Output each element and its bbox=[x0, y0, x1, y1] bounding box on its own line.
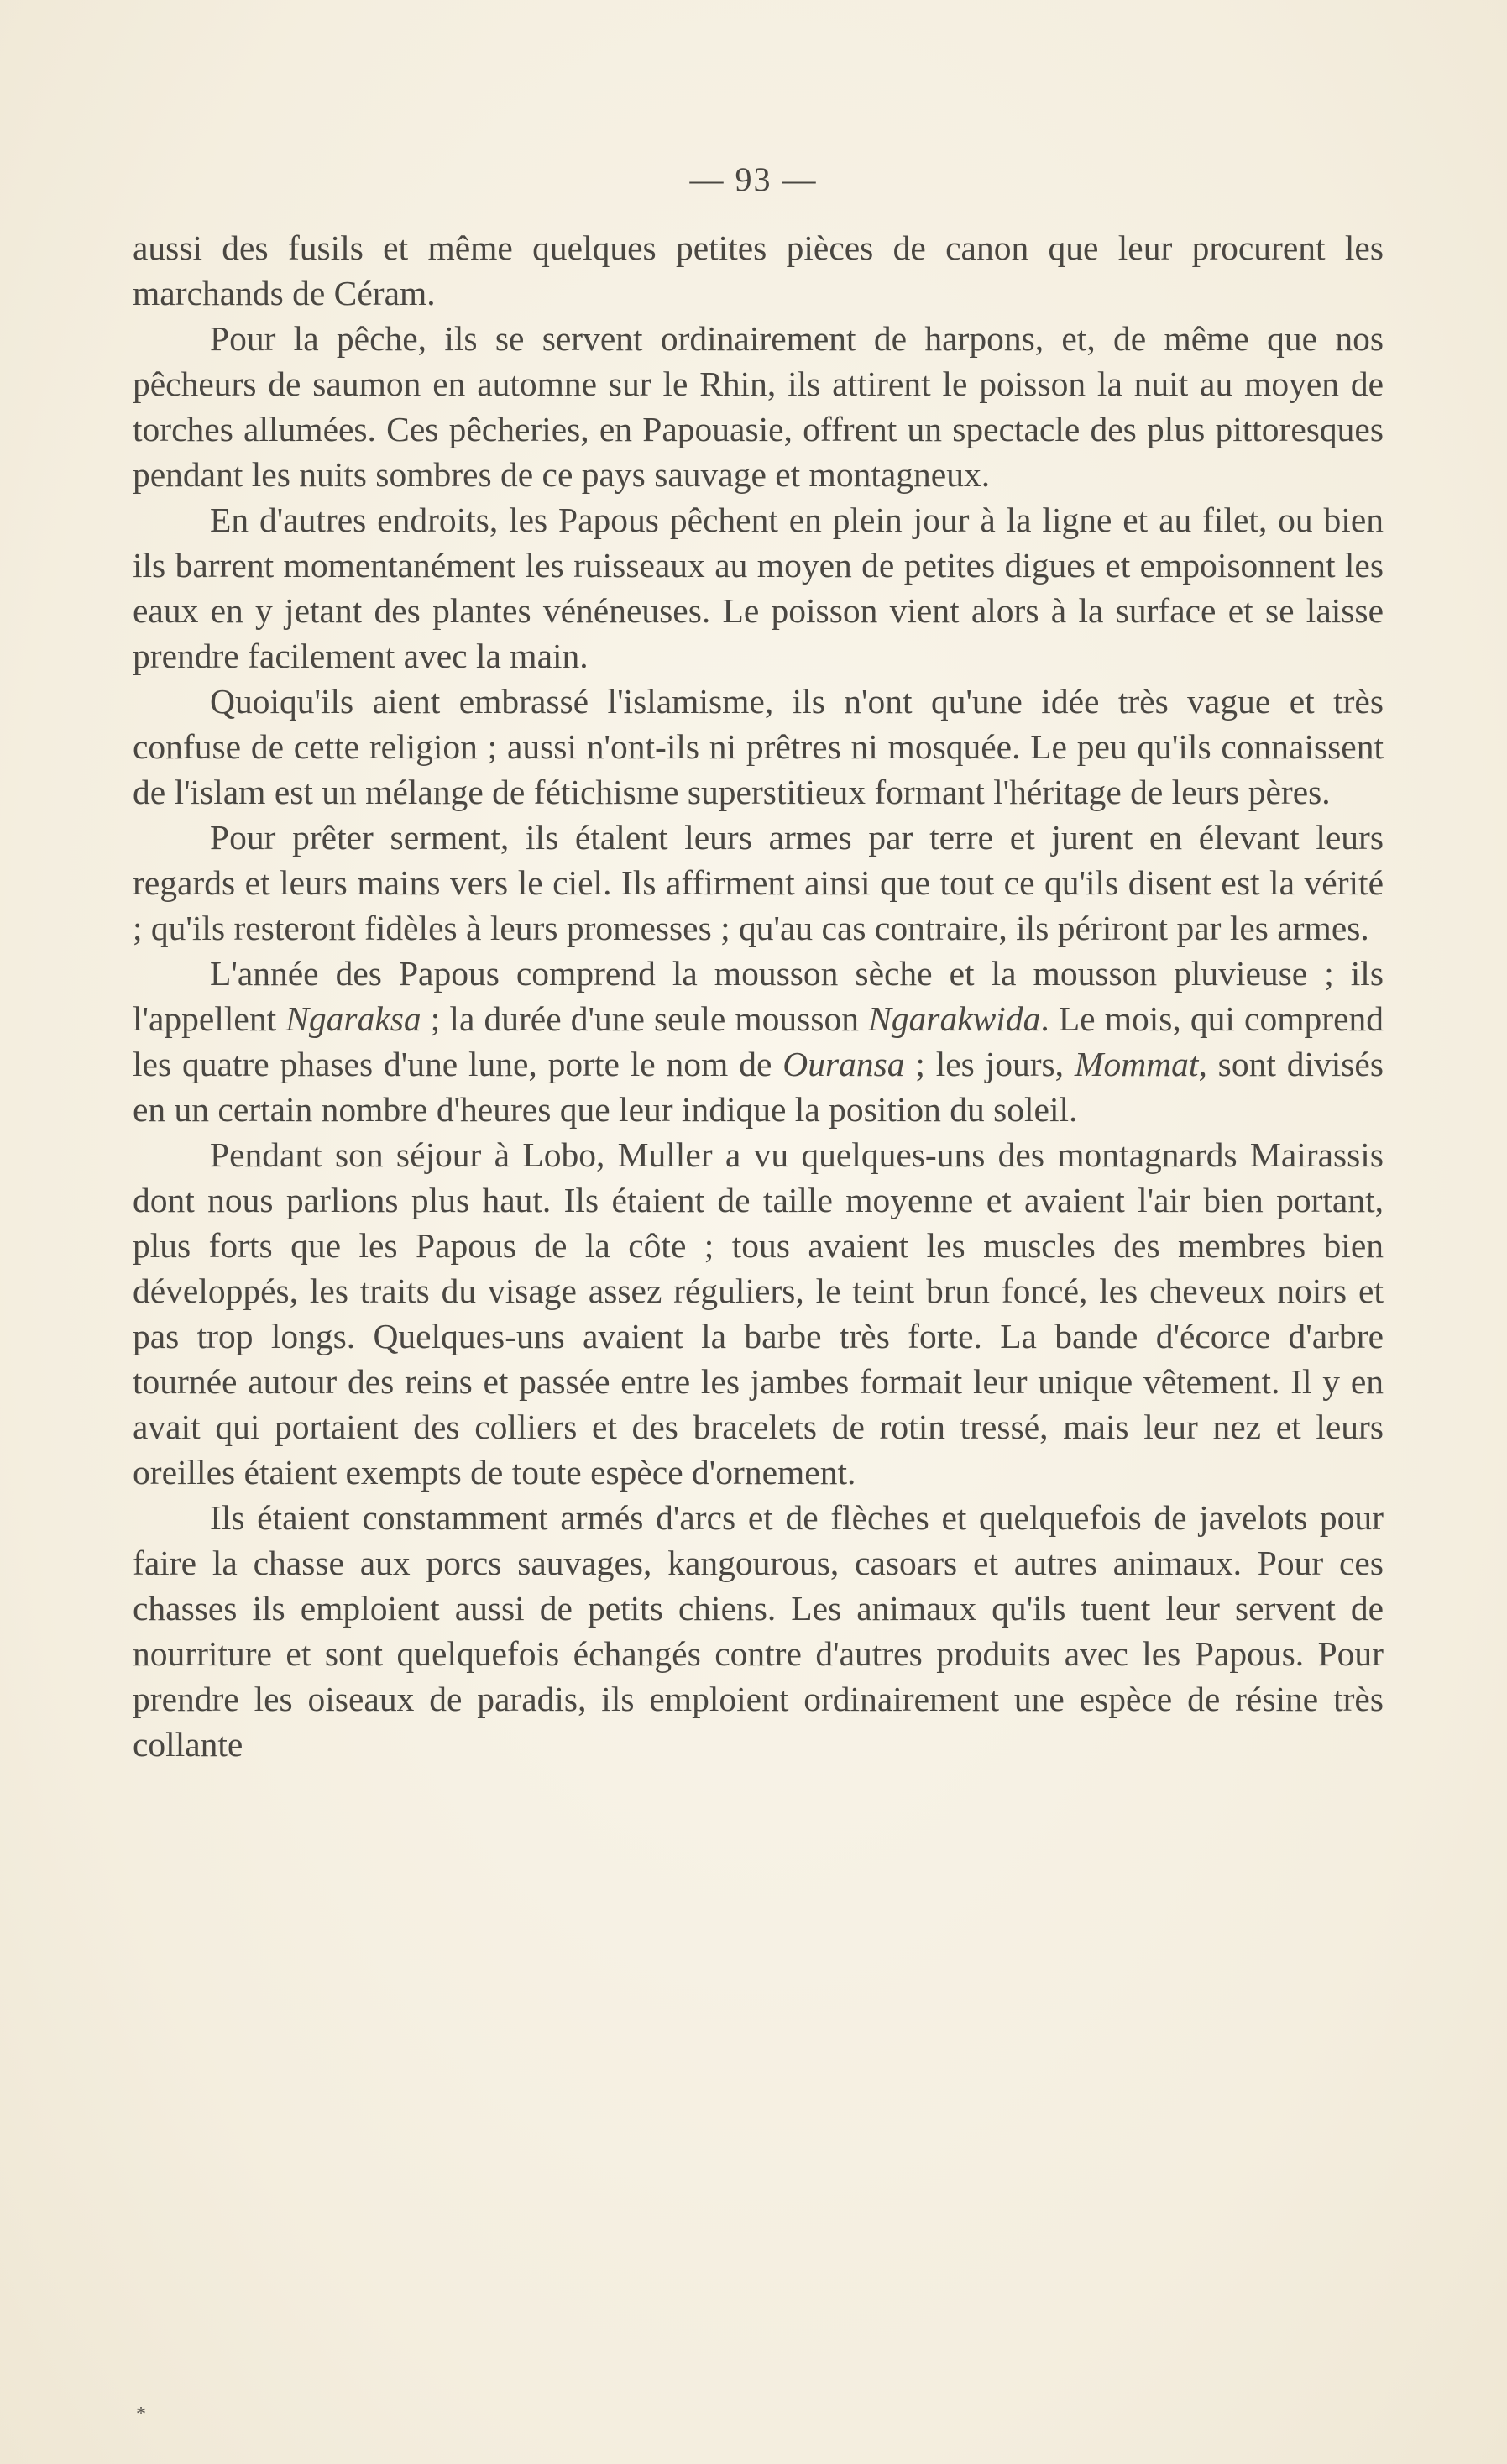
body-text bbox=[133, 225, 1384, 1767]
page-number: — 93 — bbox=[689, 160, 818, 198]
paragraph bbox=[133, 1132, 1384, 1495]
italic-term: Ngaraksa bbox=[285, 999, 421, 1038]
text-run: . Le mois, qui comprend les quatre phases d'une lune, porte le nom de bbox=[133, 999, 1384, 1083]
paragraph bbox=[133, 497, 1384, 679]
text-run: , sont divisés en un certain nombre d'heures que leur indique la position du soleil. bbox=[133, 1045, 1384, 1129]
text-run: En d'autres endroits, les Papous pêchent en plein jour à la ligne et au filet, ou bien ils barrent momentanément les ruisseaux au moyen de petites digues et empoisonnent les eaux en y jetant des plantes vénéneuses. Le poisson vient alors à la surface et se laisse prendre facilement avec la main. bbox=[133, 501, 1384, 675]
italic-term: Mommat bbox=[1074, 1045, 1199, 1083]
paragraph bbox=[133, 951, 1384, 1132]
paragraph bbox=[133, 316, 1384, 497]
paragraph bbox=[133, 815, 1384, 951]
text-run: Pour la pêche, ils se servent ordinairement de harpons, et, de même que nos pêcheurs de saumon en automne sur le Rhin, ils attirent le poisson la nuit au moyen de torches allumées. Ces pêcheries, en Papouasie, offrent un spectacle des plus pittoresques pendant les nuits sombres de ce pays sauvage et montagneux. bbox=[133, 319, 1384, 494]
text-run: L'année des Papous comprend la mousson sèche et la mousson pluvieuse ; ils l'appellent bbox=[133, 954, 1384, 1038]
text-run: aussi des fusils et même quelques petites pièces de canon que leur procurent les marchands de Céram. bbox=[133, 228, 1384, 312]
paragraph bbox=[133, 679, 1384, 815]
paragraph bbox=[133, 225, 1384, 316]
text-run: Pendant son séjour à Lobo, Muller a vu quelques-uns des montagnards Mairassis dont nous parlions plus haut. Ils étaient de taille moyenne et avaient l'air bien portant, plus forts que les Papous de la côte ; tous avaient les muscles des membres bien développés, les traits du visage assez réguliers, le teint brun foncé, les cheveux noirs et pas trop longs. Quelques-uns avaient la barbe très forte. La bande d'écorce d'arbre tournée autour des reins et passée entre les jambes formait leur unique vêtement. Il y en avait qui portaient des colliers et des bracelets de rotin tressé, mais leur nez et leurs oreilles étaient exempts de toute espèce d'ornement. bbox=[133, 1135, 1384, 1492]
text-run: ; la durée d'une seule mousson bbox=[421, 999, 869, 1038]
text-run: Pour prêter serment, ils étalent leurs armes par terre et jurent en élevant leurs regards et leurs mains vers le ciel. Ils affirment ainsi que tout ce qu'ils disent est la vérité ; qu'ils resteront fidèles à leurs promesses ; qu'au cas contraire, ils périront par les armes. bbox=[133, 818, 1384, 947]
italic-term: Ouransa bbox=[782, 1045, 905, 1083]
footer-mark: * bbox=[136, 2404, 146, 2425]
text-run: Quoiqu'ils aient embrassé l'islamisme, ils n'ont qu'une idée très vague et très confuse de cette religion ; aussi n'ont-ils ni prêtres ni mosquée. Le peu qu'ils connaissent de l'islam est un mélange de fétichisme superstitieux formant l'héritage de leurs pères. bbox=[133, 682, 1384, 811]
paragraph bbox=[133, 1495, 1384, 1767]
text-run: Ils étaient constamment armés d'arcs et de flèches et quelquefois de javelots pour faire la chasse aux porcs sauvages, kangourous, casoars et autres animaux. Pour ces chasses ils emploient aussi de petits chiens. Les animaux qu'ils tuent leur servent de nourriture et sont quelquefois échangés contre d'autres produits avec les Papous. Pour prendre les oiseaux de paradis, ils emploient ordinairement une espèce de résine très collante bbox=[133, 1498, 1384, 1764]
text-run: ; les jours, bbox=[904, 1045, 1075, 1083]
italic-term: Ngarakwida bbox=[868, 999, 1041, 1038]
